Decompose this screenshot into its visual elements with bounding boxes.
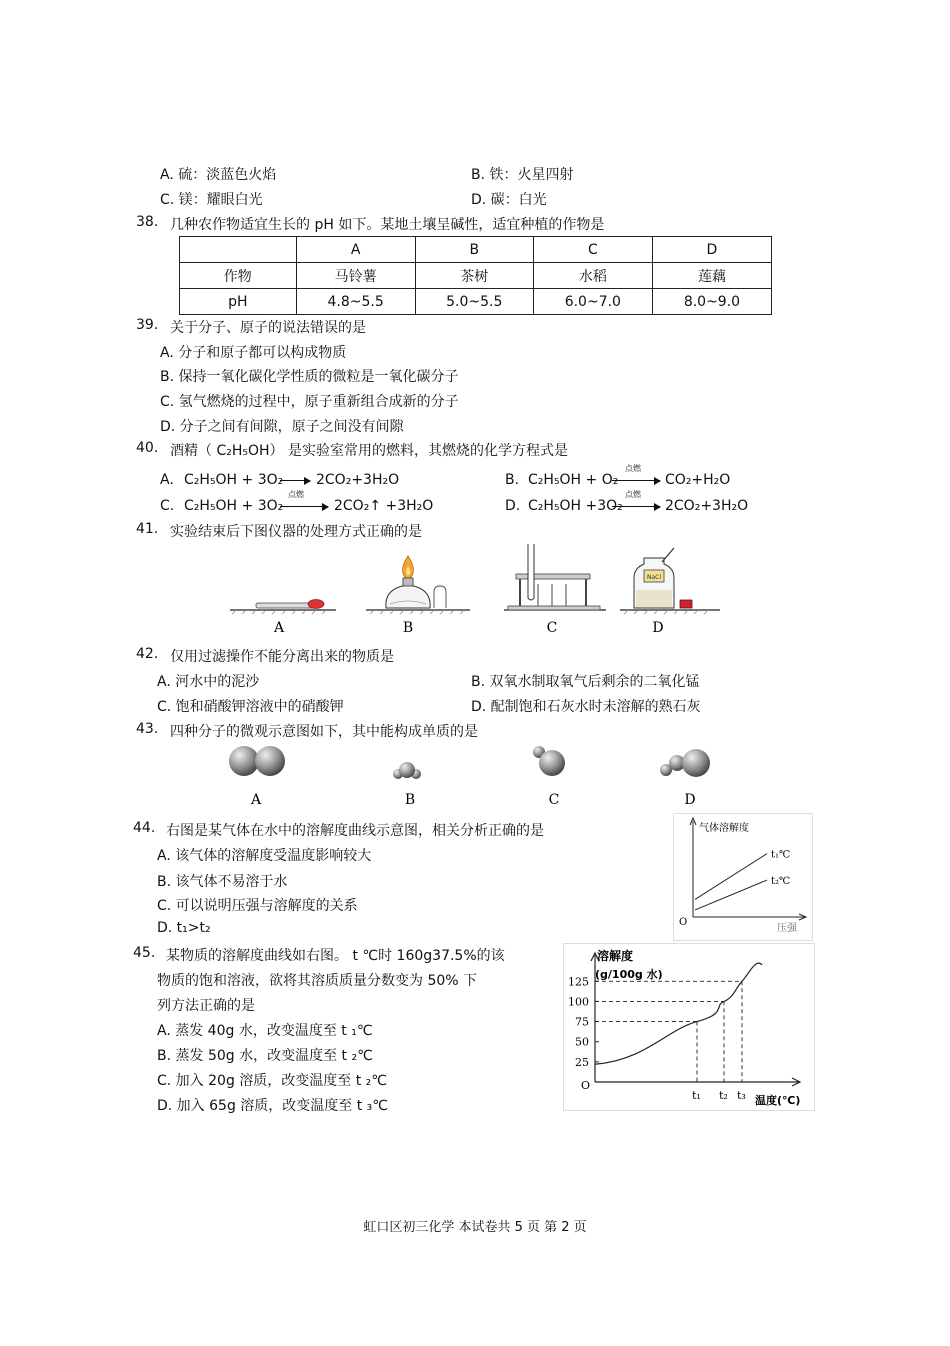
q45-number: 45. <box>133 945 156 961</box>
q39-option-d: D. 分子之间有间隙，原子之间没有间隙 <box>160 419 404 435</box>
q42-option-d: D. 配制饱和石灰水时未溶解的熟石灰 <box>471 699 701 715</box>
ph-table <box>179 236 772 315</box>
q40-option-c-label: C. <box>160 498 175 514</box>
q39-option-c: C. 氢气燃烧的过程中，原子重新组合成新的分子 <box>160 394 459 410</box>
q40-option-d-label: D. <box>505 498 521 514</box>
q45-stem-line-3: 列方法正确的是 <box>157 998 255 1014</box>
y-tick-label: 75 <box>575 1015 589 1029</box>
q45-option-b: B. 蒸发 50g 水，改变温度至 t ₂℃ <box>157 1048 373 1064</box>
x-tick-label: t₁ <box>692 1089 701 1102</box>
q41-label-a: A <box>273 620 285 636</box>
q39-stem: 关于分子、原子的说法错误的是 <box>170 320 366 336</box>
molecule-d <box>660 749 710 777</box>
q41-apparatus-figure <box>226 540 726 640</box>
q43-number: 43. <box>136 721 159 737</box>
q43-label-a: A <box>250 792 262 808</box>
q40-option-c-condition: 点燃 <box>288 490 304 499</box>
q41-stem: 实验结束后下图仪器的处理方式正确的是 <box>170 524 422 540</box>
y-axis-label: 气体溶解度 <box>699 823 749 834</box>
gas-solubility-chart <box>673 813 813 941</box>
x-tick-label: t₃ <box>737 1089 746 1102</box>
q42-option-a: A. 河水中的泥沙 <box>157 674 260 690</box>
q40-number: 40. <box>136 440 159 456</box>
q37-option-d: D. 碳：白光 <box>471 192 547 208</box>
q38-number: 38. <box>136 214 159 230</box>
test-tube-rack <box>504 544 606 610</box>
molecule-b <box>393 762 421 779</box>
y-tick-label: 50 <box>575 1035 589 1049</box>
q44-number: 44. <box>133 820 156 836</box>
series-label-t2: t₂℃ <box>771 876 791 888</box>
q42-option-c: C. 饱和硝酸钾溶液中的硝酸钾 <box>157 699 344 715</box>
q40-option-a-label: A. <box>160 472 174 488</box>
q41-number: 41. <box>136 521 159 537</box>
q45-stem-line-1: 某物质的溶解度曲线如右图。 t ℃时 160g37.5%的该 <box>166 948 505 964</box>
table-row: pH 4.8~5.5 5.0~5.5 6.0~7.0 8.0~9.0 <box>180 289 772 315</box>
solubility-curve-chart <box>563 943 815 1111</box>
x-axis-label: 温度(℃) <box>755 1094 801 1107</box>
molecule-c <box>533 746 565 776</box>
molecule-a <box>229 746 285 776</box>
y-tick-label: 125 <box>568 975 589 989</box>
q40-option-d-condition: 点燃 <box>625 490 641 499</box>
page-footer: 虹口区初三化学 本试卷共 5 页 第 2 页 <box>363 1220 587 1235</box>
table-row: 作物 马铃薯 茶树 水稻 莲藕 <box>180 263 772 289</box>
table-header-row: A B C D <box>180 237 772 263</box>
q40-option-d-reactants: C₂H₅OH +3O₂ <box>528 498 623 514</box>
y-axis-label-line-2: (g/100g 水) <box>595 968 663 981</box>
q39-option-b: B. 保持一氧化碳化学性质的微粒是一氧化碳分子 <box>160 369 459 385</box>
q40-option-d-products: 2CO₂+3H₂O <box>665 498 749 514</box>
q41-label-b: B <box>402 620 414 636</box>
q41-label-d: D <box>652 620 664 636</box>
q43-label-d: D <box>684 792 696 808</box>
reaction-arrow <box>612 480 660 481</box>
reaction-arrow <box>280 480 310 481</box>
reaction-arrow <box>280 506 328 507</box>
q42-option-b: B. 双氧水制取氧气后剩余的二氧化锰 <box>471 674 700 690</box>
q40-stem: 酒精（ C₂H₅OH） 是实验室常用的燃料，其燃烧的化学方程式是 <box>170 443 568 459</box>
alcohol-lamp <box>366 556 470 614</box>
q45-stem-line-2: 物质的饱和溶液，欲将其溶质质量分数变为 50% 下 <box>157 973 478 989</box>
x-tick-label: t₂ <box>719 1089 728 1102</box>
reagent-bottle <box>620 548 720 614</box>
q42-number: 42. <box>136 646 159 662</box>
q40-option-b-reactants: C₂H₅OH + O₂ <box>528 472 619 488</box>
q45-option-c: C. 加入 20g 溶质，改变温度至 t ₂℃ <box>157 1073 388 1089</box>
q38-stem: 几种农作物适宜生长的 pH 如下。某地土壤呈碱性，适宜种植的作物是 <box>170 217 605 233</box>
q44-option-a: A. 该气体的溶解度受温度影响较大 <box>157 848 372 864</box>
y-axis-label-line-1: 溶解度 <box>597 949 634 963</box>
y-tick-label: 100 <box>568 995 589 1009</box>
q44-option-d: D. t₁>t₂ <box>157 920 211 936</box>
q37-option-a: A. 硫：淡蓝色火焰 <box>160 167 277 183</box>
origin-label: O <box>581 1079 591 1092</box>
q41-label-c: C <box>546 620 558 636</box>
dropper-on-table <box>230 600 336 615</box>
q43-molecule-figure <box>222 738 722 810</box>
q43-label-c: C <box>548 792 560 808</box>
reaction-arrow <box>612 506 660 507</box>
series-label-t1: t₁℃ <box>771 849 791 861</box>
q44-stem: 右图是某气体在水中的溶解度曲线示意图，相关分析正确的是 <box>166 823 544 839</box>
q40-option-b-products: CO₂+H₂O <box>665 472 731 488</box>
q44-option-c: C. 可以说明压强与溶解度的关系 <box>157 898 358 914</box>
q39-option-a: A. 分子和原子都可以构成物质 <box>160 345 347 361</box>
q37-option-b: B. 铁：火星四射 <box>471 167 574 183</box>
q42-stem: 仅用过滤操作不能分离出来的物质是 <box>170 649 394 665</box>
q40-option-b-condition: 点燃 <box>625 464 641 473</box>
q40-option-a-reactants: C₂H₅OH + 3O₂ <box>184 472 284 488</box>
q39-number: 39. <box>136 317 159 333</box>
origin-label: O <box>679 917 688 928</box>
q40-option-c-products: 2CO₂↑ +3H₂O <box>334 498 434 514</box>
x-axis-label: 压强 <box>777 923 797 934</box>
q40-option-c-reactants: C₂H₅OH + 3O₂ <box>184 498 284 514</box>
x-tick-group <box>692 1089 746 1102</box>
q43-label-b: B <box>404 792 416 808</box>
reagent-label-text: NaCl <box>646 574 662 581</box>
y-tick-label: 25 <box>575 1055 589 1069</box>
q43-stem: 四种分子的微观示意图如下，其中能构成单质的是 <box>170 724 478 740</box>
q45-option-a: A. 蒸发 40g 水，改变温度至 t ₁℃ <box>157 1023 373 1039</box>
q40-option-b-label: B. <box>505 472 520 488</box>
q44-option-b: B. 该气体不易溶于水 <box>157 874 288 890</box>
q37-option-c: C. 镁：耀眼白光 <box>160 192 263 208</box>
q45-option-d: D. 加入 65g 溶质，改变温度至 t ₃℃ <box>157 1098 389 1114</box>
q40-option-a-products: 2CO₂+3H₂O <box>316 472 400 488</box>
